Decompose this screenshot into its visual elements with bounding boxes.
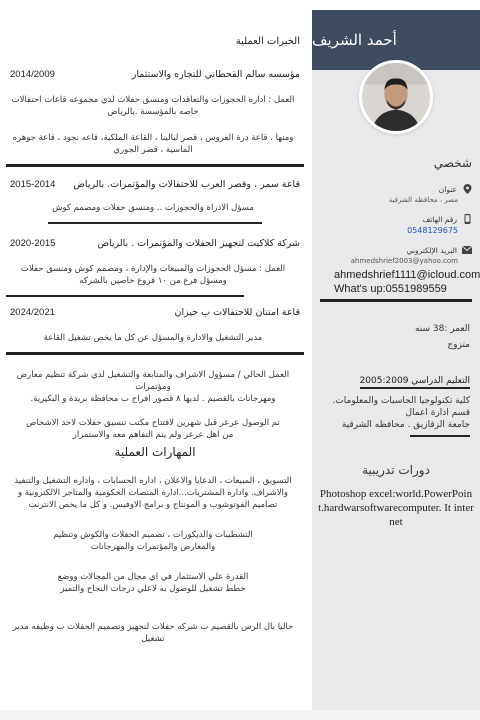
current-line: ومهرجانات بالقصيم . لديها ٨ قصور افراح ب محافظة بريدة و البكيرية. [30,394,276,404]
address-label: عنوان [438,184,457,194]
avatar [359,60,433,134]
divider [6,295,244,297]
job-line: العمل : مسؤل الحجوزات والمبيعات والإدارة ، ومصمم كوش ومنسق حفلات [20,264,286,274]
sidebar [312,10,480,710]
job-header [6,69,304,80]
job-header [6,307,304,318]
education-line: جامعة الزقازيق . محافظه الشرقية [341,420,470,430]
job-line: العمل : اداره الحجوزات والتعاقدات ومنسق حفلات لدي مجموعه قاعات احتفالات [11,95,295,105]
job-line: مسؤل الادراة والحجوزات .. ومنسق حفلات ومصمم كوش [52,203,254,213]
job-line: الماسية ، قصر الجوري [113,145,193,155]
email-small[interactable]: ahmedshrief2003@yahoo.com [350,257,458,265]
divider [320,299,472,302]
courses-body: Photoshop excel:world.PowerPoint.hardwarsoftwarecomputer. It internet [318,488,474,528]
address-row [320,184,472,194]
person-name: أحمد الشريف [312,31,397,49]
experience-title: الخبرات العملية [235,36,300,47]
contact-block [312,170,480,265]
marital-status: متزوج [447,340,470,350]
main-column [0,10,312,710]
mail-icon [462,245,472,255]
phone-link[interactable]: 0548129675 [407,226,458,235]
divider [48,222,263,224]
current-line: من اهل عرعر ولم يتم التفاهم معه والاستمرار [72,430,234,440]
skill-line: تشغيل [141,634,165,644]
skill-line: والاشراف. واداره المشتريات...ادارة المنصات الحكومية والمتاجر الالكترونية و [17,488,289,498]
skill-line: التسويق ، المبيعات ، الدعايا والاعلان ، اداره الحسابات ، واداره التشغيل والتنفيذ [14,476,292,486]
address-value: مصر ، محافظة الشرقية [388,196,458,204]
divider [6,164,304,167]
personal-section-title: شخصي [433,156,472,170]
phone-icon [462,214,472,224]
job-line: خاصه بالمؤسسة .بالرياض [107,107,199,117]
phone-row [320,214,472,224]
skill-line: القدرة علي الاستثمار في اي مجال من المجالات ووضع [57,572,249,582]
skill-line: خطط تشغيل للوصول به لاعلي درجات النجاح والتميز [60,584,246,594]
job-line: ومسؤل فرع من ١٠ فروع خاصين بالشركه [79,276,227,286]
job-line: مدير التشغيل والادارة والمسؤل عن كل ما يخص تشغيل القاعة [43,333,263,343]
skills-title: المهارات العملية [114,445,196,459]
avatar-photo-icon [362,62,430,132]
job-organization: مؤسسه سالم القحطاني للتجاره والاستثمار [131,69,300,80]
job-organization: قاعة امتنان للاحتفالات ب جيزان [174,307,300,318]
skill-line: حاليا بال الرس بالقصيم ب شركه حفلات لتجهيز وتصميم الحفلات ب وظيفه مدير [12,622,294,632]
job-organization: قاعة سمر ، وقصر العرب للاحتفالات والمؤتمرات. بالرياض [73,179,300,190]
job-organization: شركة كلاكيت لتجهيز الحفلات والمؤتمرات . بالرياض [97,238,300,249]
courses-title: دورات تدريبية [362,463,430,477]
skill-line: والمعارض والمؤتمرات والمهرجانات [90,542,216,552]
skill-line: تصاميم الفوتوشوب و المونتاج و برامج الاوفيس. و كل ما يخص الانترنت [28,500,278,510]
job-header [6,179,304,190]
page-bottom-strip [0,710,480,720]
email-big[interactable]: ahmedshrief1111@icloud.com [334,269,480,281]
phone-label: رقم الهاتف [422,214,457,224]
current-line: تم الوصول عرعر قبل شهرين لافتتاح مكتب تنسيق حفلات لاحد الاشخاص [26,418,280,428]
age: العمر :38 سنه [414,324,470,334]
job-line: ومنها ، قاعة درة العروس ، قصر ليالينا ، القاعة الملكية، قاعه نجود ، قاعة جوهره [12,133,294,143]
education-line: كلية تكنولوجيا الحاسبات والمعلومات. [332,396,470,406]
job-years: 2014/2009 [10,69,55,80]
divider [6,352,304,355]
location-pin-icon [462,184,472,194]
whatsapp-number[interactable]: What's up:0551989559 [334,283,447,295]
job-years: 2024/2021 [10,307,55,318]
skill-line: التشطيبات والديكورات ، تصميم الحفلات والكوش وتنظيم [53,530,253,540]
current-line: العمل الحالي / مسؤول الاشراف والمتابعة والتشغيل لدي شركة تنظيم معارض ومؤتمرات [16,370,290,392]
job-years: 2020-2015 [10,238,56,249]
email-label: البريد الإلكتروني [406,245,457,255]
divider [410,435,470,437]
education-block [312,350,480,431]
job-years: 2015-2014 [10,179,56,190]
education-years: التعليم الدراسي 2005:2009 [360,376,470,389]
email-row [320,245,472,255]
job-header [6,238,304,249]
education-line: قسم ادارة اعمال [405,408,470,418]
